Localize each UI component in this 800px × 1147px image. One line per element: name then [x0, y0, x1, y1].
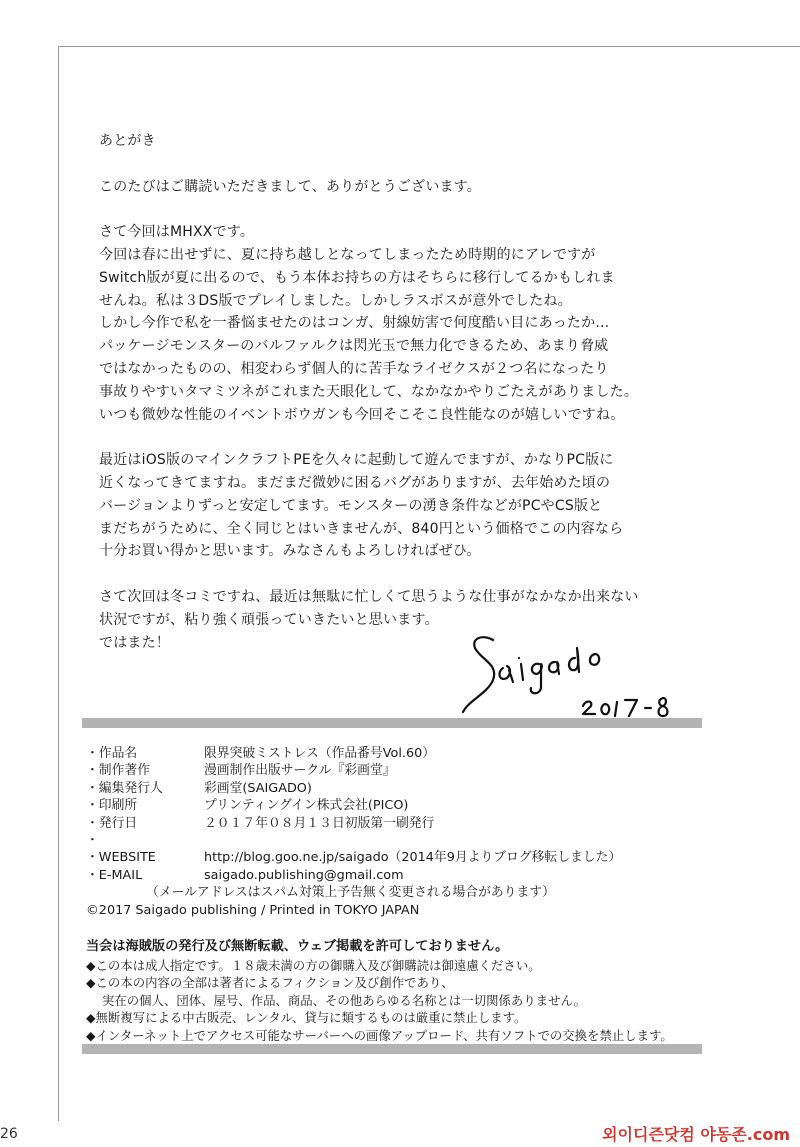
- afterword-line: 状況ですが、粘り強く頑張っていきたいと思います。: [99, 611, 439, 628]
- afterword-greeting: このたびはご購読いただきまして、ありがとうございます。: [99, 178, 481, 195]
- afterword-line: バージョンよりずっと安定してます。モンスターの湧き条件などがPCやCS版と: [99, 497, 603, 514]
- afterword-line: 事故りやすいタマミツネがこれまた天眼化して、なかなかやりごたえがありました。: [99, 383, 639, 400]
- separator-band: [82, 718, 702, 728]
- title-value: 限界突破ミストレス（作品番号Vol.60）: [204, 746, 436, 761]
- copyright: ©2017 Saigado publishing / Printed in TOKYO JAPAN: [86, 902, 420, 918]
- notice-item: ◆この本の内容の全部は著者によるフィクション及び創作であり、: [86, 975, 454, 991]
- date-value: ２０１７年０８月１３日初版第一刷発行: [204, 815, 435, 831]
- notice-item: 実在の個人、団体、屋号、作品、商品、その他あらゆる名称とは一切関係ありません。: [102, 992, 586, 1008]
- notice-item: ◆無断複写による中古販売、レンタル、貸与に類するものは厳重に禁止します。: [86, 1010, 527, 1026]
- afterword-line: せんね。私は３DS版でプレイしました。しかしラスボスが意外でしたね。: [99, 292, 572, 309]
- afterword-line: Switch版が夏に出るので、もう本体お持ちの方はそちらに移行してるかもしれま: [99, 269, 615, 286]
- afterword-line: 十分お買い得かと思います。みなさんもよろしければぜひ。: [99, 543, 481, 560]
- publisher-value: 彩画堂(SAIGADO): [204, 780, 312, 796]
- colophon-row-email-note: [86, 884, 726, 901]
- afterword-line: 最近はiOS版のマインクラフトPEを久々に起動して遊んでますが、かなりPC版に: [99, 452, 614, 469]
- date-label: ・発行日: [86, 815, 138, 831]
- afterword-line: 近くなってきてますね。まだまだ微妙に困るバグがありますが、去年始めた頃の: [99, 474, 611, 491]
- piracy-notice: 当会は海賊版の発行及び無断転載、ウェブ掲載を許可しておりません。: [86, 939, 509, 954]
- afterword-line: まだちがうために、全く同じとはいきませんが、840円という価格でこの内容なら: [99, 520, 624, 537]
- website-link[interactable]: http://blog.goo.ne.jp/saigado（2014年9月よりブログ移転しました）: [204, 850, 622, 866]
- page-number: 26: [0, 1126, 18, 1142]
- blank-label: ・: [86, 833, 99, 849]
- printer-label: ・印刷所: [86, 798, 138, 814]
- afterword-line: ではなかったものの、相変わらず個人的に苦手なライゼクスが２つ名になったり: [99, 360, 609, 377]
- colophon-row-email: [86, 867, 726, 884]
- afterword-line: パッケージモンスターのバルファルクは閃光玉で無力化できるため、あまり脅威: [99, 338, 609, 355]
- afterword-line: さて次回は冬コミですね、最近は無駄に忙しくて思うような仕事がなかなか出来ない: [99, 588, 639, 605]
- author-value: 漫画制作出版サークル『彩画堂』: [204, 763, 396, 779]
- email-note: （メールアドレスはスパム対策上予告無く変更される場合があります）: [146, 885, 555, 901]
- notice-item: ◆インターネット上でアクセス可能なサーバーへの画像アップロード、共有ソフトでの交換を禁止します。: [86, 1027, 673, 1043]
- afterword: [99, 130, 739, 654]
- handwritten-signature: [455, 628, 695, 724]
- afterword-heading: あとがき: [99, 133, 156, 149]
- legal-notice: [86, 937, 726, 1044]
- author-label: ・制作著作: [86, 763, 150, 779]
- colophon-row-blank: [86, 832, 726, 849]
- colophon-row-printer: [86, 797, 726, 814]
- printer-value: プリンティングイン株式会社(PICO): [204, 798, 409, 814]
- afterword-line: 今回は春に出せずに、夏に持ち越しとなってしまったため時期的にアレですが: [99, 246, 596, 263]
- afterword-line: いつも微妙な性能のイベントボウガンも今回そこそこ良性能なのが嬉しいですね。: [99, 406, 625, 423]
- colophon-row-author: [86, 762, 726, 779]
- publisher-label: ・編集発行人: [86, 780, 163, 796]
- colophon-row-website: [86, 849, 726, 866]
- title-label: ・作品名: [86, 746, 138, 761]
- afterword-line: ではまた！: [99, 634, 170, 651]
- colophon-row-publisher: [86, 780, 726, 797]
- colophon-row-copyright: [86, 902, 726, 919]
- afterword-line: しかし今作で私を一番悩ませたのはコンガ、射線妨害で何度酷い目にあったか…: [99, 315, 610, 332]
- email-link[interactable]: saigado.publishing@gmail.com: [204, 867, 404, 883]
- afterword-line: さて今回はMHXXです。: [99, 224, 255, 241]
- email-label: ・E-MAIL: [86, 867, 143, 883]
- separator-band: [82, 1044, 702, 1054]
- website-label: ・WEBSITE: [86, 850, 156, 866]
- colophon-row-date: [86, 815, 726, 832]
- notice-item: ◆この本は成人指定です。１８歳未満の方の御購入及び御購読は御遠慮ください。: [86, 958, 541, 973]
- colophon: [86, 745, 726, 919]
- site-watermark: 외이디즌닷컴 야동존.com: [596, 1120, 796, 1147]
- colophon-row-title: [86, 745, 726, 762]
